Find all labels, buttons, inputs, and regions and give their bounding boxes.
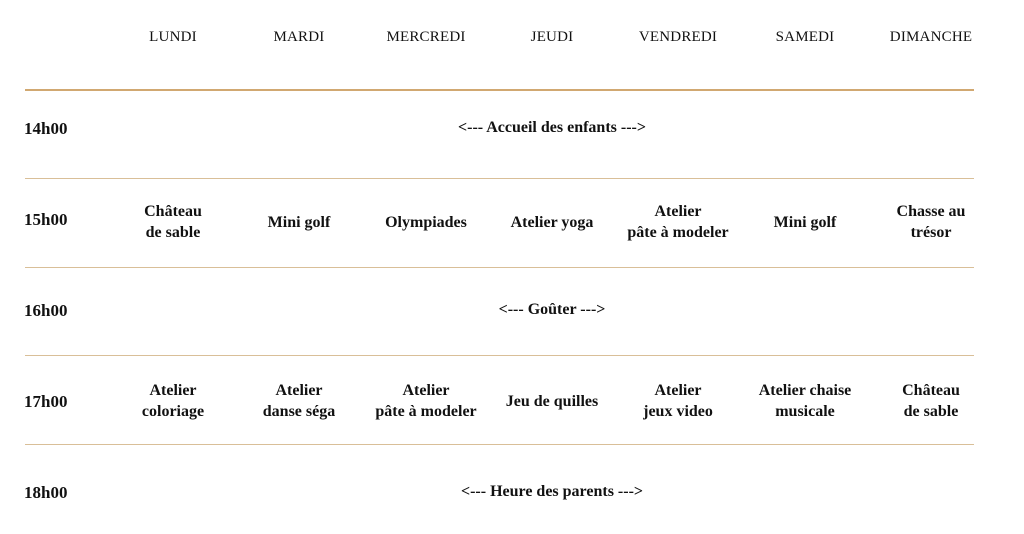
activity-heure-parents: <--- Heure des parents --->	[460, 483, 644, 500]
day-friday: VENDREDI	[638, 29, 718, 45]
day-tuesday: MARDI	[273, 29, 325, 45]
activity-text: Atelier pâte à modeler	[375, 382, 477, 420]
activity-text: Jeu de quilles	[505, 392, 599, 410]
activity-cell-15h00-vendredi	[615, 178, 741, 266]
activity-cell-17h00-mercredi	[363, 357, 489, 445]
activity-text: Château de sable	[144, 203, 202, 241]
activity-cell-15h00-jeudi	[489, 178, 615, 266]
activity-cell-15h00-mercredi	[363, 178, 489, 266]
activity-cell-17h00-dimanche	[868, 357, 994, 445]
activity-cell-15h00-lundi	[110, 178, 236, 266]
time-label-16h00: 16h00	[24, 301, 68, 320]
time-label-18h00: 18h00	[24, 483, 68, 502]
activity-text: Atelier coloriage	[141, 382, 205, 420]
header-divider	[25, 89, 974, 91]
time-label-17h00: 17h00	[24, 392, 68, 411]
activity-cell-17h00-lundi	[110, 357, 236, 445]
activity-cell-15h00-mardi	[236, 178, 362, 266]
activity-gouter: <--- Goûter --->	[498, 301, 606, 318]
activity-text: Atelier chaise musicale	[758, 382, 852, 420]
activity-text: Atelier yoga	[510, 213, 594, 231]
activity-text: Château de sable	[902, 382, 960, 420]
day-saturday: SAMEDI	[775, 29, 835, 45]
day-thursday: JEUDI	[530, 29, 574, 45]
activity-cell-17h00-jeudi	[489, 357, 615, 445]
day-wednesday: MERCREDI	[386, 29, 466, 45]
days-header	[0, 0, 1024, 90]
activity-cell-15h00-dimanche	[868, 178, 994, 266]
row-divider	[25, 355, 974, 356]
row-divider	[25, 444, 974, 445]
activity-text: Chasse au trésor	[896, 203, 966, 241]
day-monday: LUNDI	[149, 29, 197, 45]
activity-text: Mini golf	[773, 213, 837, 231]
activity-cell-15h00-samedi	[742, 178, 868, 266]
activity-text: Atelier pâte à modeler	[627, 203, 729, 241]
row-divider	[25, 267, 974, 268]
time-label-14h00: 14h00	[24, 119, 68, 138]
activity-text: Atelier jeux video	[643, 382, 713, 420]
activity-cell-17h00-vendredi	[615, 357, 741, 445]
activity-text: Atelier danse séga	[262, 382, 336, 420]
activity-accueil: <--- Accueil des enfants --->	[458, 119, 646, 136]
activity-text: Olympiades	[385, 213, 467, 231]
activity-text: Mini golf	[267, 213, 331, 231]
activity-cell-17h00-mardi	[236, 357, 362, 445]
activity-cell-17h00-samedi	[742, 357, 868, 445]
day-sunday: DIMANCHE	[889, 29, 973, 45]
time-label-15h00: 15h00	[24, 210, 68, 229]
